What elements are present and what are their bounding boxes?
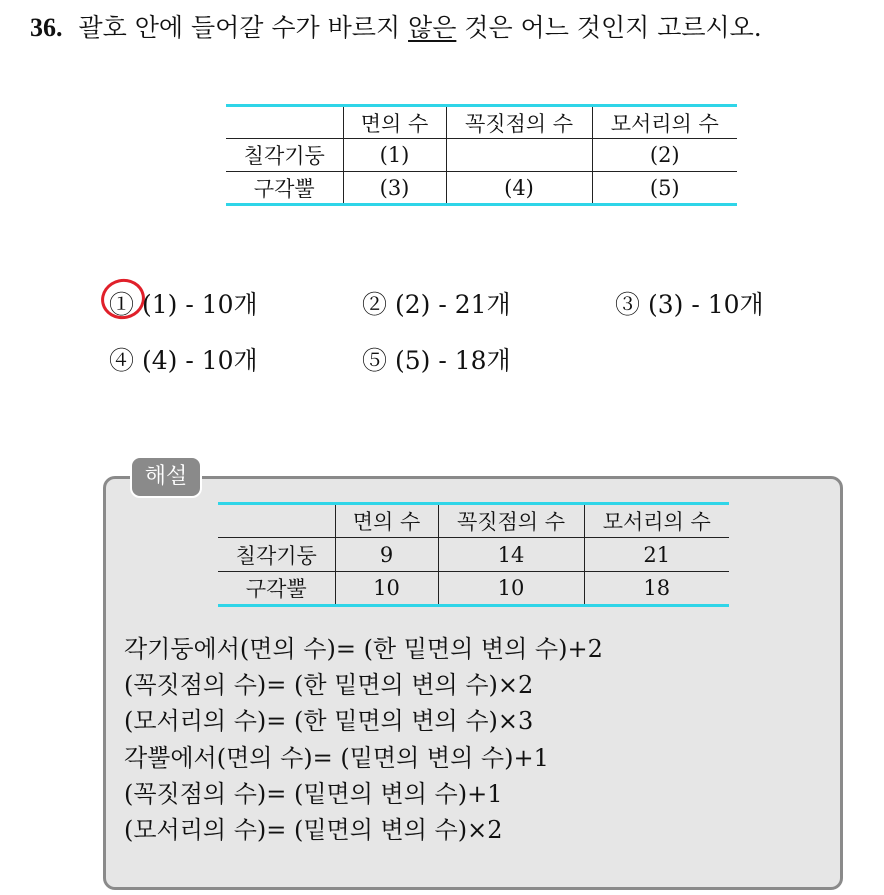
table-cell: (3)	[343, 172, 446, 205]
solution-tag: 해설	[130, 456, 202, 498]
table-cell: (5)	[592, 172, 737, 205]
explanation-line: 각뿔에서(면의 수)= (밑면의 변의 수)+1	[124, 743, 549, 772]
table-cell: 구각뿔	[218, 572, 335, 606]
choice-label: (1) - 10개	[141, 290, 258, 319]
solution-explanation	[124, 631, 603, 848]
question-number: 36.	[30, 13, 63, 42]
table-cell: 18	[584, 572, 729, 606]
choice-1[interactable]	[109, 285, 258, 321]
table-cell: 10	[335, 572, 438, 606]
question-underlined-word: 않은	[408, 13, 457, 42]
table-cell: 칠각기둥	[226, 139, 343, 172]
question-text	[30, 8, 762, 44]
choice-number: ①	[109, 290, 135, 319]
choice-3[interactable]	[615, 285, 764, 321]
explanation-line: (모서리의 수)= (한 밑면의 변의 수)×3	[124, 707, 534, 736]
explanation-line: (꼭짓점의 수)= (한 밑면의 변의 수)×2	[124, 671, 534, 700]
choice-2[interactable]	[362, 285, 511, 321]
question-table	[226, 104, 737, 206]
table-cell: (1)	[343, 139, 446, 172]
explanation-line: 각기둥에서(면의 수)= (한 밑면의 변의 수)+2	[124, 635, 603, 663]
table-cell: 칠각기둥	[218, 538, 335, 572]
table-row	[218, 538, 729, 572]
table-row	[226, 139, 737, 172]
table-header-cell: 면의 수	[343, 106, 446, 139]
table-cell: 9	[335, 538, 438, 572]
choice-label: (5) - 18개	[394, 346, 511, 375]
table-row	[218, 572, 729, 606]
choice-label: (3) - 10개	[647, 290, 764, 319]
explanation-line: (꼭짓점의 수)= (밑면의 변의 수)+1	[124, 779, 503, 808]
table-cell: (2)	[592, 139, 737, 172]
table-cell	[446, 139, 592, 172]
explanation-line: (모서리의 수)= (밑면의 변의 수)×2	[124, 816, 503, 845]
choice-number: ②	[362, 290, 388, 319]
table-cell: (4)	[446, 172, 592, 205]
choice-number: ⑤	[362, 346, 388, 375]
solution-table	[218, 502, 729, 607]
table-cell: 구각뿔	[226, 172, 343, 205]
table-header-cell: 꼭짓점의 수	[438, 504, 584, 538]
question-text-after: 것은 어느 것인지 고르시오.	[456, 13, 762, 42]
choice-number: ③	[615, 290, 641, 319]
table-header-row	[218, 504, 729, 538]
table-cell: 10	[438, 572, 584, 606]
table-cell: 21	[584, 538, 729, 572]
table-header-cell: 모서리의 수	[592, 106, 737, 139]
table-header-cell: 면의 수	[335, 504, 438, 538]
table-header-cell	[226, 106, 343, 139]
table-header-row	[226, 106, 737, 139]
choice-label: (2) - 21개	[394, 290, 511, 319]
table-header-cell	[218, 504, 335, 538]
table-header-cell: 모서리의 수	[584, 504, 729, 538]
table-row	[226, 172, 737, 205]
table-cell: 14	[438, 538, 584, 572]
choice-4[interactable]	[109, 341, 258, 377]
choice-number: ④	[109, 346, 135, 375]
table-header-cell: 꼭짓점의 수	[446, 106, 592, 139]
choice-5[interactable]	[362, 341, 511, 377]
question-text-before: 괄호 안에 들어갈 수가 바르지	[78, 13, 409, 42]
choice-label: (4) - 10개	[141, 346, 258, 375]
